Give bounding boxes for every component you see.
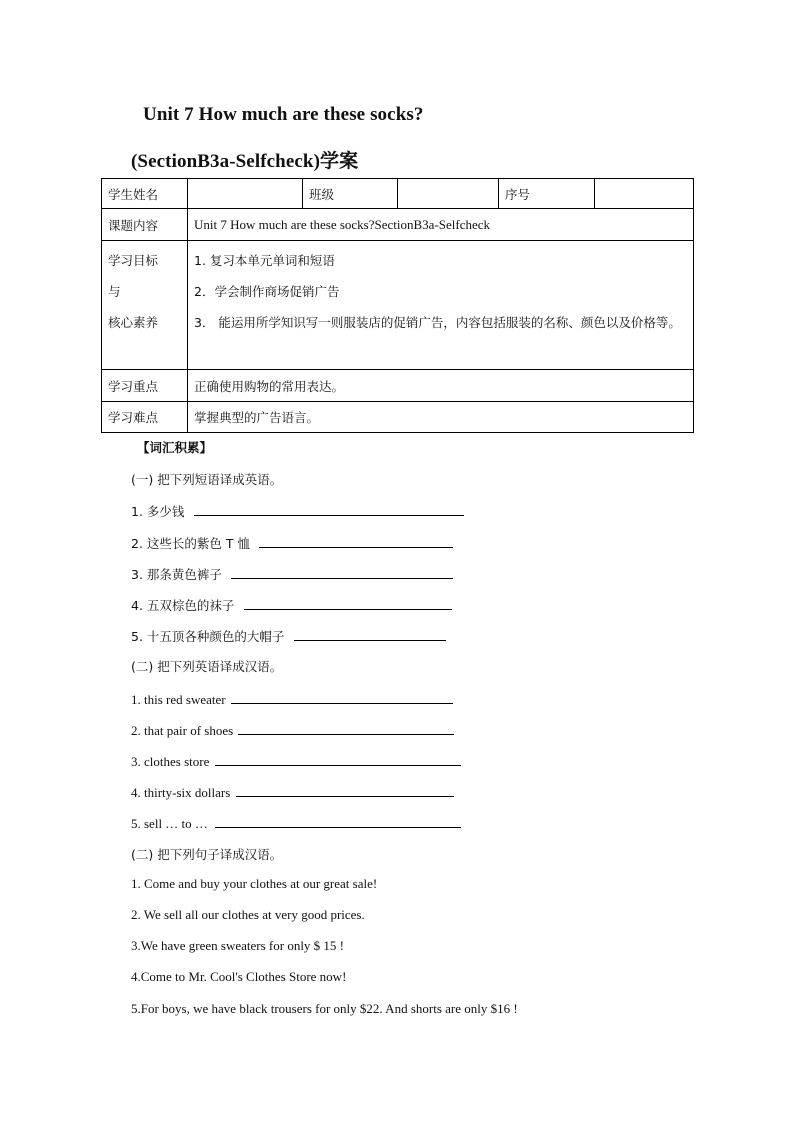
goals-label-line: 核心素养 — [108, 315, 159, 330]
student-name-field[interactable] — [188, 179, 303, 209]
table-row-topic — [102, 209, 694, 241]
section3-item: 3.We have green sweaters for only $ 15 ! — [131, 938, 345, 953]
answer-blank[interactable] — [215, 813, 461, 828]
section1-heading: (一) 把下列短语译成英语。 — [131, 472, 283, 487]
answer-blank[interactable] — [231, 689, 453, 704]
section1-item: 2. 这些长的紫色 T 恤 — [131, 536, 250, 551]
section3-item: 5.For boys, we have black trousers for only $22. And shorts are only $16 ! — [131, 1001, 518, 1016]
page-title: Unit 7 How much are these socks? — [143, 104, 424, 125]
section1-item: 4. 五双棕色的袜子 — [131, 598, 235, 613]
section3-heading: (二) 把下列句子译成汉语。 — [131, 847, 283, 862]
answer-blank[interactable] — [238, 720, 454, 735]
answer-blank[interactable] — [294, 626, 446, 641]
topic-value: Unit 7 How much are these socks?SectionB3a-Selfcheck — [188, 209, 694, 241]
info-table — [101, 178, 694, 433]
list-item — [131, 595, 452, 614]
answer-blank[interactable] — [231, 564, 453, 579]
key-label: 学习重点 — [102, 370, 188, 402]
table-row-student — [102, 179, 694, 209]
section1-item: 5. 十五顶各种颜色的大帽子 — [131, 629, 285, 644]
class-field[interactable] — [398, 179, 499, 209]
seat-field[interactable] — [595, 179, 694, 209]
class-label: 班级 — [303, 179, 398, 209]
list-item — [131, 626, 446, 645]
goal-item: 3． 能运用所学知识写一则服装店的促销广告，内容包括服装的名称、颜色以及价格等。 — [194, 315, 681, 330]
section2-heading: (二) 把下列英语译成汉语。 — [131, 659, 283, 674]
table-row-difficulty — [102, 402, 694, 433]
section2-item: 1. this red sweater — [131, 692, 226, 707]
section3-item: 2. We sell all our clothes at very good prices. — [131, 907, 365, 922]
student-name-label: 学生姓名 — [102, 179, 188, 209]
section2-item: 3. clothes store — [131, 754, 210, 769]
goals-label — [102, 241, 188, 370]
difficulty-value: 掌握典型的广告语言。 — [188, 402, 694, 433]
answer-blank[interactable] — [259, 533, 453, 548]
difficulty-label: 学习难点 — [102, 402, 188, 433]
table-row-goals — [102, 241, 694, 370]
page-subtitle: (SectionB3a-Selfcheck)学案 — [131, 151, 359, 172]
section1-item: 1. 多少钱 — [131, 504, 185, 519]
section3-item: 4.Come to Mr. Cool's Clothes Store now! — [131, 969, 347, 984]
list-item — [131, 564, 453, 583]
list-item — [131, 689, 453, 708]
key-value: 正确使用购物的常用表达。 — [188, 370, 694, 402]
topic-label: 课题内容 — [102, 209, 188, 241]
goals-value — [188, 241, 694, 370]
list-item — [131, 501, 464, 520]
section2-item: 5. sell … to … — [131, 816, 208, 831]
answer-blank[interactable] — [236, 782, 454, 797]
answer-blank[interactable] — [244, 595, 452, 610]
section1-item: 3. 那条黄色裤子 — [131, 567, 222, 582]
goals-label-line: 学习目标 — [108, 253, 159, 268]
section2-item: 2. that pair of shoes — [131, 723, 234, 738]
answer-blank[interactable] — [194, 501, 464, 516]
list-item — [131, 813, 461, 832]
answer-blank[interactable] — [215, 751, 461, 766]
seat-label: 序号 — [499, 179, 595, 209]
goal-item: 1. 复习本单元单词和短语 — [194, 253, 335, 268]
list-item — [131, 782, 454, 801]
vocab-heading: 【词汇积累】 — [137, 440, 213, 455]
section3-item: 1. Come and buy your clothes at our great sale! — [131, 876, 378, 891]
section2-item: 4. thirty-six dollars — [131, 785, 231, 800]
goal-item: 2．学会制作商场促销广告 — [194, 284, 340, 299]
list-item — [131, 533, 453, 552]
table-row-key — [102, 370, 694, 402]
list-item — [131, 751, 461, 770]
list-item — [131, 720, 454, 739]
goals-label-line: 与 — [108, 284, 121, 299]
